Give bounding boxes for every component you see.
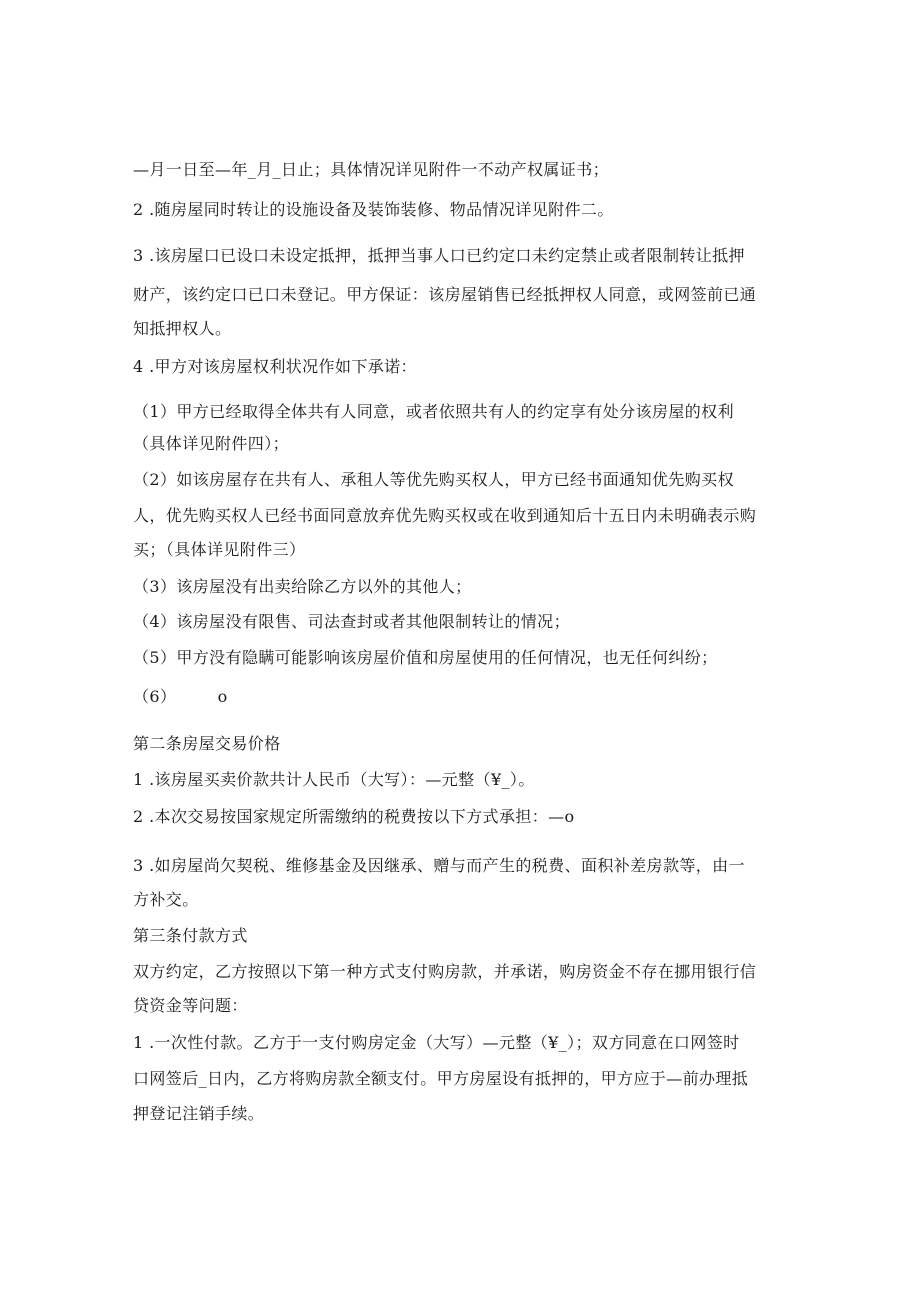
text-line: 买；（具体详见附件三） (133, 540, 306, 559)
text-line: 2 .本次交易按国家规定所需缴纳的税费按以下方式承担：—o (133, 807, 575, 826)
text-line: （6） o (133, 687, 228, 706)
text-line: 3 .如房屋尚欠契税、维修基金及因继承、赠与而产生的税费、面积补差房款等，由一 (133, 856, 745, 875)
text-line: 方补交。 (133, 890, 199, 909)
text-line: 双方约定，乙方按照以下第一种方式支付购房款，并承诺，购房资金不存在挪用银行信 (133, 962, 757, 981)
text-line: 财产，该约定口已口未登记。甲方保证：该房屋销售已经抵押权人同意，或网签前已通 (133, 285, 757, 304)
text-line: （4）该房屋没有限售、司法查封或者其他限制转让的情况； (133, 612, 570, 631)
text-line: 1 .一次性付款。乙方于一支付购房定金（大写）—元整（¥_）；双方同意在口网签时 (133, 1033, 740, 1052)
text-line: 4 .甲方对该房屋权利状况作如下承诺： (133, 357, 417, 376)
text-line: 口网签后_日内，乙方将购房款全额支付。甲方房屋设有抵押的，甲方应于—前办理抵 (133, 1069, 749, 1088)
text-line: 知抵押权人。 (133, 319, 232, 338)
text-line: 2 .随房屋同时转让的设施设备及装饰装修、物品情况详见附件二。 (133, 200, 614, 219)
text-line: 押登记注销手续。 (133, 1104, 265, 1123)
text-line: （具体详见附件四）； (133, 434, 290, 453)
section-heading: 第三条付款方式 (133, 926, 248, 945)
text-line: （1）甲方已经取得全体共有人同意，或者依照共有人的约定享有处分该房屋的权利 (133, 402, 734, 421)
text-line: 1 .该房屋买卖价款共计人民币（大写）：—元整（¥_）。 (133, 770, 535, 789)
text-line: （5）甲方没有隐瞒可能影响该房屋价值和房屋使用的任何情况，也无任何纠纷； (133, 648, 718, 667)
text-line: （2）如该房屋存在共有人、承租人等优先购买权人，甲方已经书面通知优先购买权 (133, 470, 734, 489)
text-line: 3 .该房屋口已设口未设定抵押，抵押当事人口已约定口未约定禁止或者限制转让抵押 (133, 246, 745, 265)
text-line: —月一日至—年_月_日止；具体情况详见附件一不动产权属证书； (133, 160, 610, 179)
section-heading: 第二条房屋交易价格 (133, 734, 281, 753)
text-line: 人，优先购买权人已经书面同意放弃优先购买权或在收到通知后十五日内未明确表示购 (133, 506, 757, 525)
text-line: 贷资金等问题： (133, 996, 248, 1015)
text-line: （3）该房屋没有出卖给除乙方以外的其他人； (133, 577, 472, 596)
